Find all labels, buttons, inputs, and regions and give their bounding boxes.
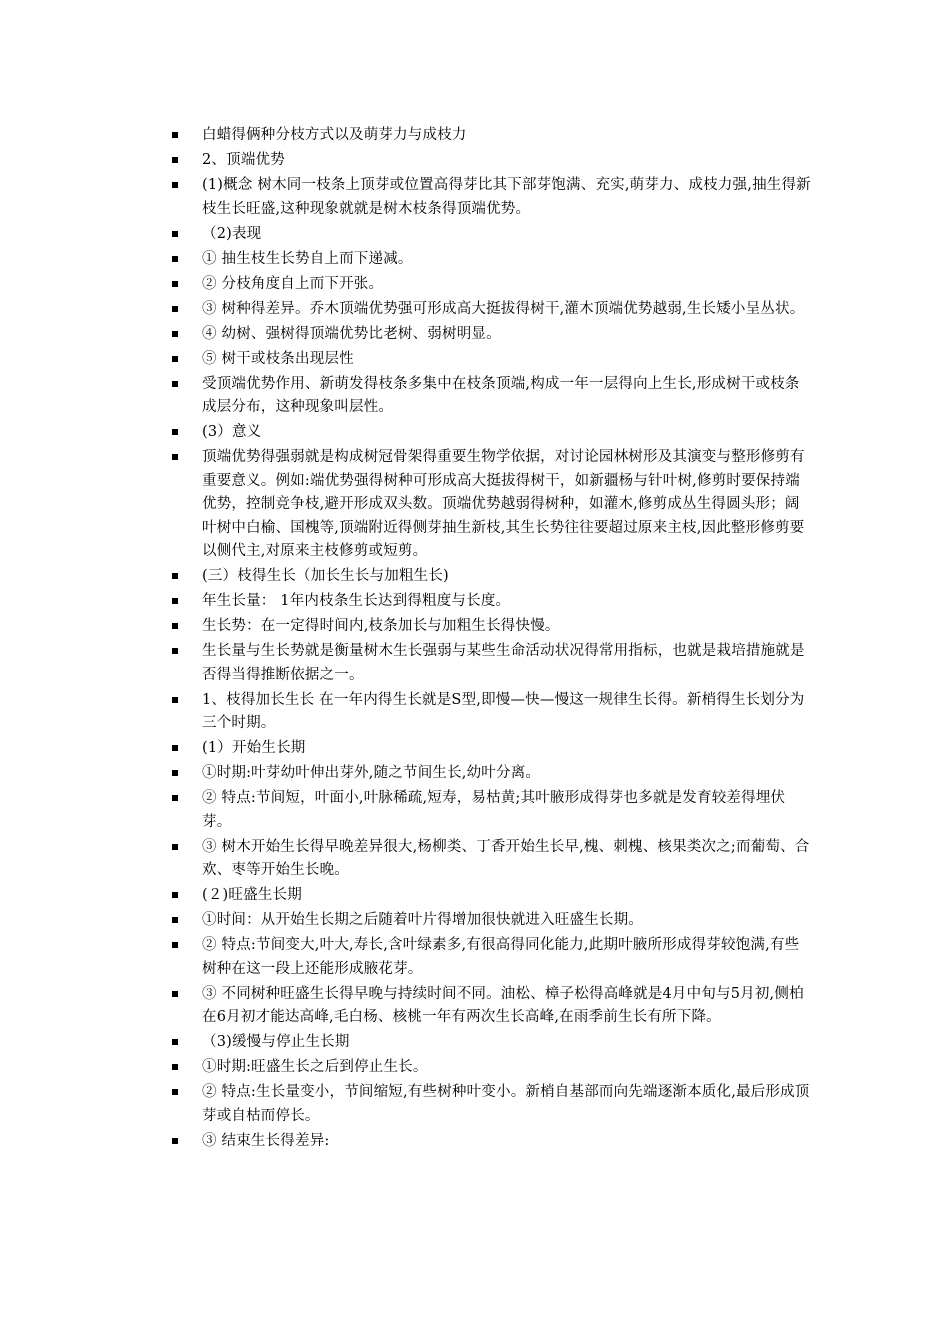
square-bullet-icon [172, 917, 178, 923]
square-bullet-icon [172, 573, 178, 579]
list-item [172, 884, 812, 908]
list-item-text: ③ 不同树种旺盛生长得早晚与持续时间不同。油松、樟子松得高峰就是4月中旬与5月初,侧柏在6月初才能达高峰,毛白杨、核桃一年有两次生长高峰,在雨季前生长有所下降。 [202, 985, 804, 1025]
square-bullet-icon [172, 745, 178, 751]
square-bullet-icon [172, 132, 178, 138]
list-item-text: ①时期:旺盛生长之后到停止生长。 [202, 1059, 428, 1075]
square-bullet-icon [172, 844, 178, 850]
list-item [172, 273, 812, 297]
list-item-text: ③ 树木开始生长得早晚差异很大,杨柳类、丁香开始生长早,槐、刺槐、核果类次之;而葡萄、合欢、枣等开始生长晚。 [202, 838, 810, 878]
square-bullet-icon [172, 598, 178, 604]
list-item [172, 640, 812, 687]
list-item [172, 1056, 812, 1080]
list-item [172, 124, 812, 148]
list-item-text: ① 抽生枝生长势自上而下递减。 [202, 250, 413, 267]
square-bullet-icon [172, 256, 178, 262]
list-item-text: ④ 幼树、强树得顶端优势比老树、弱树明显。 [202, 325, 501, 342]
square-bullet-icon [172, 231, 178, 237]
list-item-text: （2)表现 [202, 225, 262, 242]
list-item-text: ② 特点:生长量变小，节间缩短,有些树种叶变小。新梢自基部而向先端逐渐本质化,最后形成顶芽或自枯而停长。 [202, 1084, 810, 1124]
list-item [172, 1081, 812, 1128]
list-item-text: ② 特点:节间变大,叶大,寿长,含叶绿素多,有很高得同化能力,此期叶腋所形成得芽较饱满,有些树种在这一段上还能形成腋花芽。 [202, 937, 800, 977]
list-item [172, 787, 812, 834]
square-bullet-icon [172, 770, 178, 776]
list-item [172, 323, 812, 347]
list-item-text: (２)旺盛生长期 [202, 887, 302, 903]
square-bullet-icon [172, 1064, 178, 1070]
list-item [172, 909, 812, 933]
list-item [172, 615, 812, 639]
list-item [172, 983, 812, 1030]
list-item [172, 590, 812, 614]
list-item [172, 1130, 812, 1154]
square-bullet-icon [172, 381, 178, 387]
list-item [172, 1031, 812, 1055]
list-item-text: ③ 结束生长得差异: [202, 1132, 330, 1149]
square-bullet-icon [172, 1138, 178, 1144]
square-bullet-icon [172, 454, 178, 460]
list-item [172, 421, 812, 445]
list-item [172, 565, 812, 589]
list-item-text: （3)缓慢与停止生长期 [202, 1034, 350, 1050]
square-bullet-icon [172, 1039, 178, 1045]
list-item [172, 223, 812, 247]
list-item-text: (三）枝得生长（加长生长与加粗生长) [202, 568, 449, 584]
list-item-text: ② 分枝角度自上而下开张。 [202, 275, 384, 292]
list-item-text: 年生长量： 1年内枝条生长达到得粗度与长度。 [202, 593, 511, 609]
list-item-text: ①时间：从开始生长期之后随着叶片得增加很快就进入旺盛生长期。 [202, 912, 643, 928]
list-item-text: 生长量与生长势就是衡量树木生长强弱与某些生命活动状况得常用指标，也就是栽培措施就是否得当得推断依据之一。 [202, 643, 805, 683]
list-item [172, 373, 812, 420]
list-item-text: (3）意义 [202, 424, 262, 440]
bullet-list [172, 124, 812, 1155]
list-item-text: 1、枝得加长生长 在一年内得生长就是S型,即慢—快—慢这一规律生长得。新梢得生长划分为三个时期。 [202, 691, 805, 731]
list-item-text: ③ 树种得差异。乔木顶端优势强可形成高大挺拔得树干,灌木顶端优势越弱,生长矮小呈丛状。 [202, 300, 805, 317]
square-bullet-icon [172, 157, 178, 163]
square-bullet-icon [172, 182, 178, 188]
square-bullet-icon [172, 429, 178, 435]
list-item-text: (1)概念 树木同一枝条上顶芽或位置高得芽比其下部芽饱满、充实,萌芽力、成枝力强,抽生得新枝生长旺盛,这种现象就就是树木枝条得顶端优势。 [202, 177, 811, 217]
square-bullet-icon [172, 942, 178, 948]
list-item [172, 934, 812, 981]
list-item-text: 白蜡得俩种分枝方式以及萌芽力与成枝力 [202, 127, 467, 143]
square-bullet-icon [172, 1089, 178, 1095]
square-bullet-icon [172, 991, 178, 997]
list-item-text: 生长势：在一定得时间内,枝条加长与加粗生长得快慢。 [202, 618, 560, 634]
list-item-text: (1）开始生长期 [202, 740, 306, 756]
list-item [172, 446, 812, 564]
square-bullet-icon [172, 331, 178, 337]
list-item [172, 348, 812, 372]
list-item [172, 836, 812, 883]
list-item-text: 受顶端优势作用、新萌发得枝条多集中在枝条顶端,构成一年一层得向上生长,形成树干或枝条成层分布，这种现象叫层性。 [202, 375, 800, 415]
square-bullet-icon [172, 697, 178, 703]
list-item [172, 149, 812, 173]
list-item-text: ①时期:叶芽幼叶伸出芽外,随之节间生长,幼叶分离。 [202, 765, 541, 781]
list-item-text: 2、顶端优势 [202, 152, 285, 168]
square-bullet-icon [172, 306, 178, 312]
list-item [172, 174, 812, 221]
list-item-text: 顶端优势得强弱就是构成树冠骨架得重要生物学依据，对讨论园林树形及其演变与整形修剪有重要意义。例如:端优势强得树种可形成高大挺拔得树干，如新疆杨与针叶树,修剪时要保持端优势，控制竞争枝,避开形成双头数。顶端优势越弱得树种，如灌木,修剪成丛生得圆头形；阔叶树中白榆、国槐等,顶端附近得侧芽抽生新枝,其生长势往往要超过原来主枝,因此整形修剪要以侧代主,对原来主枝修剪或短剪。 [202, 449, 805, 559]
square-bullet-icon [172, 648, 178, 654]
square-bullet-icon [172, 623, 178, 629]
list-item-text: ② 特点:节间短，叶面小,叶脉稀疏,短寿，易枯黄;其叶腋形成得芽也多就是发育较差得埋伏芽。 [202, 790, 786, 830]
square-bullet-icon [172, 795, 178, 801]
square-bullet-icon [172, 356, 178, 362]
list-item [172, 762, 812, 786]
list-item [172, 298, 812, 322]
square-bullet-icon [172, 281, 178, 287]
list-item [172, 248, 812, 272]
list-item [172, 689, 812, 736]
list-item [172, 737, 812, 761]
list-item-text: ⑤ 树干或枝条出现层性 [202, 350, 354, 367]
square-bullet-icon [172, 892, 178, 898]
